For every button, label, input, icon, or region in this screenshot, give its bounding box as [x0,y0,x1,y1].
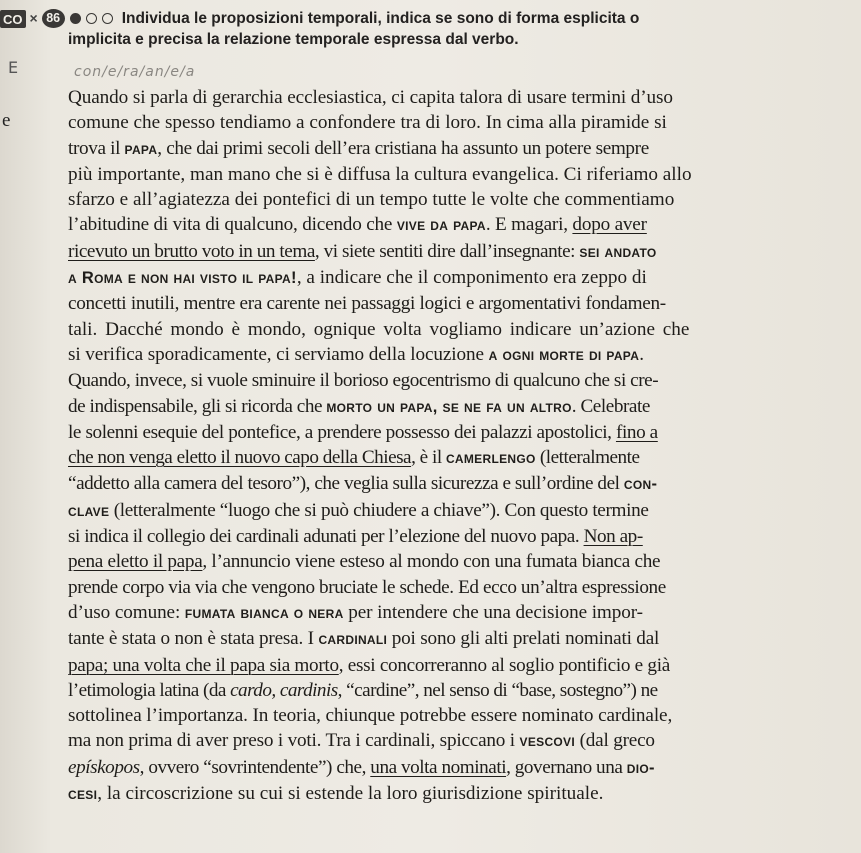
passage-line: papa; una volta che il papa sia morto, essi concorreranno al soglio pontificio e già [68,654,670,676]
instruction-text-1: Individua le proposizioni temporali, indica se sono di forma esplicita o [121,10,640,27]
keyword: vive da papa [396,216,486,235]
underlined-clause: dopo aver [572,214,647,236]
underlined-clause: papa; una volta che il papa sia morto [68,654,339,676]
keyword: con- [623,475,658,494]
co-badge: CO [0,10,26,28]
keyword: camerlengo [445,449,536,468]
keyword: morto un papa, se ne fa un altro [326,397,572,416]
passage-line: ricevuto un brutto voto in un tema, vi siete sentiti dire dall’insegnante: sei andato [68,240,657,262]
keyword: a ogni morte di papa [488,345,640,364]
keyword: clave [68,501,110,520]
passage-line: “addetto alla camera del tesoro”), che veglia sulla sicurezza e sull’ordine del con- [68,473,658,495]
difficulty-dot-empty-icon [86,13,97,24]
underlined-clause: che non venga eletto il nuovo capo della Chiesa [68,447,412,469]
passage-line: l’etimologia latina (da cardo, cardinis, “cardine”, nel senso di “base, sostegno”) ne [68,679,658,701]
keyword: cesi [68,785,98,804]
passage-line: tante è stata o non è stata presa. I cardinali poi sono gli alti prelati nominati dal [68,628,660,650]
handwritten-letter: E [8,58,19,77]
passage-line: cesi, la circoscrizione su cui si estende la loro giurisdizione spirituale. [68,783,604,805]
cross-symbol: × [29,10,38,26]
keyword: cardinali [318,630,388,649]
underlined-clause: pena eletto il papa [68,551,203,573]
passage-line: si indica il collegio dei cardinali adunati per l’elezione del nuovo papa. Non ap- [68,526,643,548]
passage-line: si verifica sporadicamente, ci serviamo della locuzione a ogni morte di papa. [68,343,644,365]
passage-line: trova il papa, che dai primi secoli dell’era cristiana ha assunto un potere sempre [68,137,649,159]
passage-line: sfarzo e all’agiatezza dei pontefici di un tempo tutte le volte che commentiamo [68,189,675,211]
passage-line: d’uso comune: fumata bianca o nera per intendere che una decisione impor- [68,601,643,623]
keyword: a Roma e non hai visto il papa! [68,269,297,288]
passage-line: a Roma e non hai visto il papa!, a indicare che il componimento era zeppo di [68,267,647,289]
passage-line: Quando, invece, si vuole sminuire il borioso egocentrismo di qualcuno che si cre- [68,370,659,392]
keyword: vescovi [519,732,575,751]
passage-line: che non venga eletto il nuovo capo della Chiesa, è il camerlengo (letteralmente [68,447,640,469]
keyword: papa [124,139,158,158]
handwritten-note: con/e/ra/an/e/a [74,64,196,80]
underlined-clause: Non ap- [583,526,643,548]
passage-line: le solenni esequie del pontefice, a prendere possesso dei palazzi apostolici, fino a [68,421,658,443]
passage-line: prende corpo via via che vengono bruciate le schede. Ed ecco un’altra espressione [68,576,666,598]
keyword: fumata bianca o nera [184,603,344,622]
underlined-clause: ricevuto un brutto voto in un tema [68,240,315,262]
difficulty-dot-empty-icon [102,13,113,24]
passage-line: comune che spesso tendiamo a confondere tra di loro. In cima alla piramide si [68,112,667,134]
passage [68,85,768,807]
exercise-header-line-1 [0,8,861,29]
passage-line: de indispensabile, gli si ricorda che morto un papa, se ne fa un altro. Celebrate [68,395,650,417]
passage-line: epískopos, ovvero “sovrintendente”) che, una volta nominati, governano una dio- [68,756,655,778]
keyword: sei andato [579,242,657,261]
passage-line: più importante, man mano che si è diffusa la cultura evangelica. Ci riferiamo allo [68,163,692,185]
instruction-text-2: implicita e precisa la relazione temporale espressa dal verbo. [68,31,519,48]
exercise-header [0,8,861,50]
passage-line: pena eletto il papa, l’annuncio viene esteso al mondo con una fumata bianca che [68,551,661,573]
keyword: dio- [626,758,655,777]
difficulty-dot-filled-icon [70,13,81,24]
underlined-clause: fino a [615,421,658,443]
passage-line: tali. Dacché mondo è mondo, ognique volta vogliamo indicare un’azione che [68,318,690,340]
passage-line: concetti inutili, mentre era carente nei passaggi logici e argomentativi fondamen- [68,293,666,315]
exercise-number: 86 [42,9,65,28]
passage-line: Quando si parla di gerarchia ecclesiastica, ci capita talora di usare termini d’uso [68,87,673,108]
passage-line: ma non prima di aver preso i voti. Tra i cardinali, spiccano i vescovi (dal greco [68,730,655,752]
underlined-clause: una volta nominati [370,756,507,778]
passage-line: clave (letteralmente “luogo che si può chiudere a chiave”). Con questo termine [68,499,649,521]
passage-line: sottolinea l’importanza. In teoria, chiunque potrebbe essere nominato cardinale, [68,705,673,727]
margin-fragment: e [2,110,11,131]
passage-line: l’abitudine di vita di qualcuno, dicendo che vive da papa. E magari, dopo aver [68,214,647,236]
